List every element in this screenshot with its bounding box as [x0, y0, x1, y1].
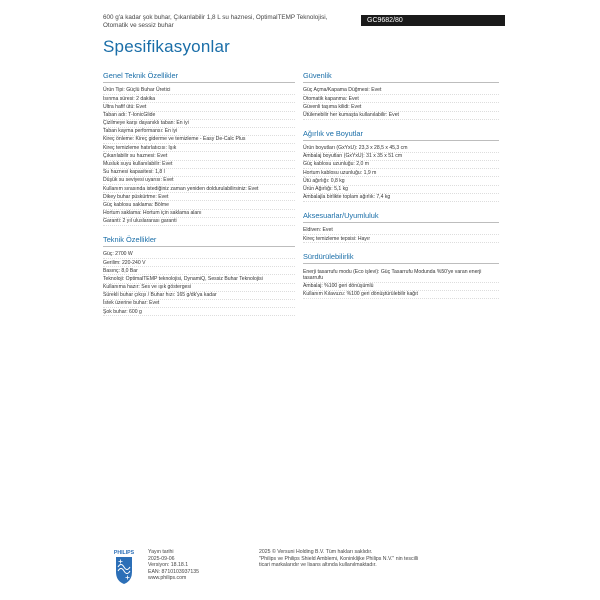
spec-item: Ambalajla birlikte toplam ağırlık: 7,4 kg	[303, 194, 499, 202]
spec-item: Ürün Tipi: Güçlü Buhar Üretici	[103, 87, 295, 95]
section-title-accessories: Aksesuarlar/Uyumluluk	[303, 211, 499, 223]
spec-item: İstek üzerine buhar: Evet	[103, 300, 295, 308]
spec-item: Isınma süresi: 2 dakika	[103, 95, 295, 103]
spec-item: Hortum kablosu uzunluğu: 1,9 m	[303, 169, 499, 177]
section-general	[103, 71, 295, 226]
spec-item: Ürün boyutları (GxYxU): 23,3 x 28,5 x 45,3 cm	[303, 145, 499, 153]
spec-list-safety	[303, 87, 499, 120]
spec-item: Taban kayma performansı: En iyi	[103, 128, 295, 136]
spec-list-general	[103, 87, 295, 226]
spec-list-sustainability	[303, 268, 499, 299]
spec-item: Otomatik kapanma: Evet	[303, 95, 499, 103]
spec-item: Ambalaj boyutları (GxYxU): 31 x 35 x 51 cm	[303, 153, 499, 161]
spec-item: Çizilmeye karşı dayanıklı taban: En iyi	[103, 120, 295, 128]
spec-item: Garanti: 2 yıl uluslararası garanti	[103, 218, 295, 226]
footer-ean: EAN: 8710103937135	[148, 568, 200, 575]
spec-item: Ütülenebilir her kumaşta kullanılabilir: Evet	[303, 112, 499, 120]
spec-list-weight-dimensions	[303, 145, 499, 202]
spec-item: Kullanım Kılavuzu: %100 geri dönüştürülebilir kağıt	[303, 291, 499, 299]
spec-item: Kullanım sırasında istediğiniz zaman yeniden doldurulabilirsiniz: Evet	[103, 185, 295, 193]
section-accessories	[303, 211, 499, 243]
spec-item: Teknoloji: OptimalTEMP teknolojisi, DynamiQ, Sessiz Buhar Teknolojisi	[103, 275, 295, 283]
right-column	[303, 71, 499, 308]
spec-item: Eldiven: Evet	[303, 227, 499, 235]
footer-legal-notice	[259, 549, 439, 569]
spec-item: Çıkarılabilir su haznesi: Evet	[103, 152, 295, 160]
spec-item: Ürün Ağırlığı: 5,1 kg	[303, 186, 499, 194]
section-weight-dimensions	[303, 129, 499, 202]
spec-item: Ütü ağırlığı: 0,8 kg	[303, 177, 499, 185]
spec-item: Sürekli buhar çıkışı / Buhar hızı: 165 g/dk'ya kadar	[103, 292, 295, 300]
spec-item: Güç kablosu uzunluğu: 2,0 m	[303, 161, 499, 169]
section-title-sustainability: Sürdürülebilirlik	[303, 252, 499, 264]
spec-item: Güvenli taşıma kilidi: Evet	[303, 103, 499, 111]
footer-publish-label: Yayın tarihi	[148, 549, 174, 555]
spec-item: Gerilim: 220-240 V	[103, 259, 295, 267]
section-safety	[303, 71, 499, 120]
spec-item: Ultra hafif ütü: Evet	[103, 103, 295, 111]
spec-item: Hortum saklama: Hortum için saklama alanı	[103, 210, 295, 218]
section-title-safety: Güvenlik	[303, 71, 499, 83]
spec-item: Enerji tasarrufu modu (Eco işlevi): Güç Tasarrufu Modunda %50'ye varan enerji tasarrufu	[303, 268, 499, 282]
spec-item: Düşük su seviyesi uyarısı: Evet	[103, 177, 295, 185]
spec-item: Kullanıma hazır: Ses ve ışık göstergesi	[103, 284, 295, 292]
spec-item: Dikey buhar püskürtme: Evet	[103, 193, 295, 201]
product-description: 600 g'a kadar şok buhar, Çıkarılabilir 1,8 L su haznesi, OptimalTEMP Teknolojisi, Otomatik ve sessiz buhar	[103, 14, 328, 29]
spec-item: Taban adı: T-IonicGlide	[103, 112, 295, 120]
footer-publish-date: 2025-09-06	[148, 555, 175, 562]
footer-publication-info	[148, 549, 199, 582]
spec-item: Kireç önleme: Kireç giderme ve temizleme - Easy De-Calc Plus	[103, 136, 295, 144]
spec-item: Güç kablosu saklama: Bölme	[103, 201, 295, 209]
footer-copyright: 2025 © Versuni Holding B.V. Tüm hakları saklıdır.	[259, 549, 373, 555]
section-sustainability	[303, 252, 499, 299]
section-technical	[103, 235, 295, 316]
spec-item: Şok buhar: 600 g	[103, 308, 295, 316]
page-title: Spesifikasyonlar	[103, 37, 230, 56]
philips-logo	[113, 548, 135, 586]
model-number-badge: GC9682/80	[361, 15, 505, 26]
footer-version: Versiyon: 18.18.1	[148, 562, 189, 569]
spec-item: Kireç temizleme tepsisi: Hayır	[303, 235, 499, 243]
footer-trademark-line-2: ticari markalarıdır ve lisans altında kullanılmaktadır.	[259, 562, 377, 569]
spec-item: Ambalaj: %100 geri dönüşümlü	[303, 283, 499, 291]
section-title-general: Genel Teknik Özellikler	[103, 71, 295, 83]
philips-shield-icon	[113, 548, 135, 586]
footer-website: www.philips.com	[148, 575, 187, 582]
spec-list-technical	[103, 251, 295, 316]
spec-item: Musluk suyu kullanılabilir: Evet	[103, 161, 295, 169]
spec-list-accessories	[303, 227, 499, 243]
section-title-weight-dimensions: Ağırlık ve Boyutlar	[303, 129, 499, 141]
left-column	[103, 71, 295, 325]
spec-item: Su haznesi kapasitesi: 1,8 l	[103, 169, 295, 177]
spec-item: Kireç temizleme hatırlatıcısı: Işık	[103, 144, 295, 152]
spec-item: Basınç: 8,0 Bar	[103, 267, 295, 275]
philips-wordmark: PHILIPS	[113, 550, 135, 556]
spec-item: Güç Açma/Kapama Düğmesi: Evet	[303, 87, 499, 95]
section-title-technical: Teknik Özellikler	[103, 235, 295, 247]
footer-trademark-line-1: "Philips ve Philips Shield Amblemi, Koninklijke Philips N.V." nin tescilli	[259, 555, 419, 562]
spec-item: Güç: 2700 W	[103, 251, 295, 259]
